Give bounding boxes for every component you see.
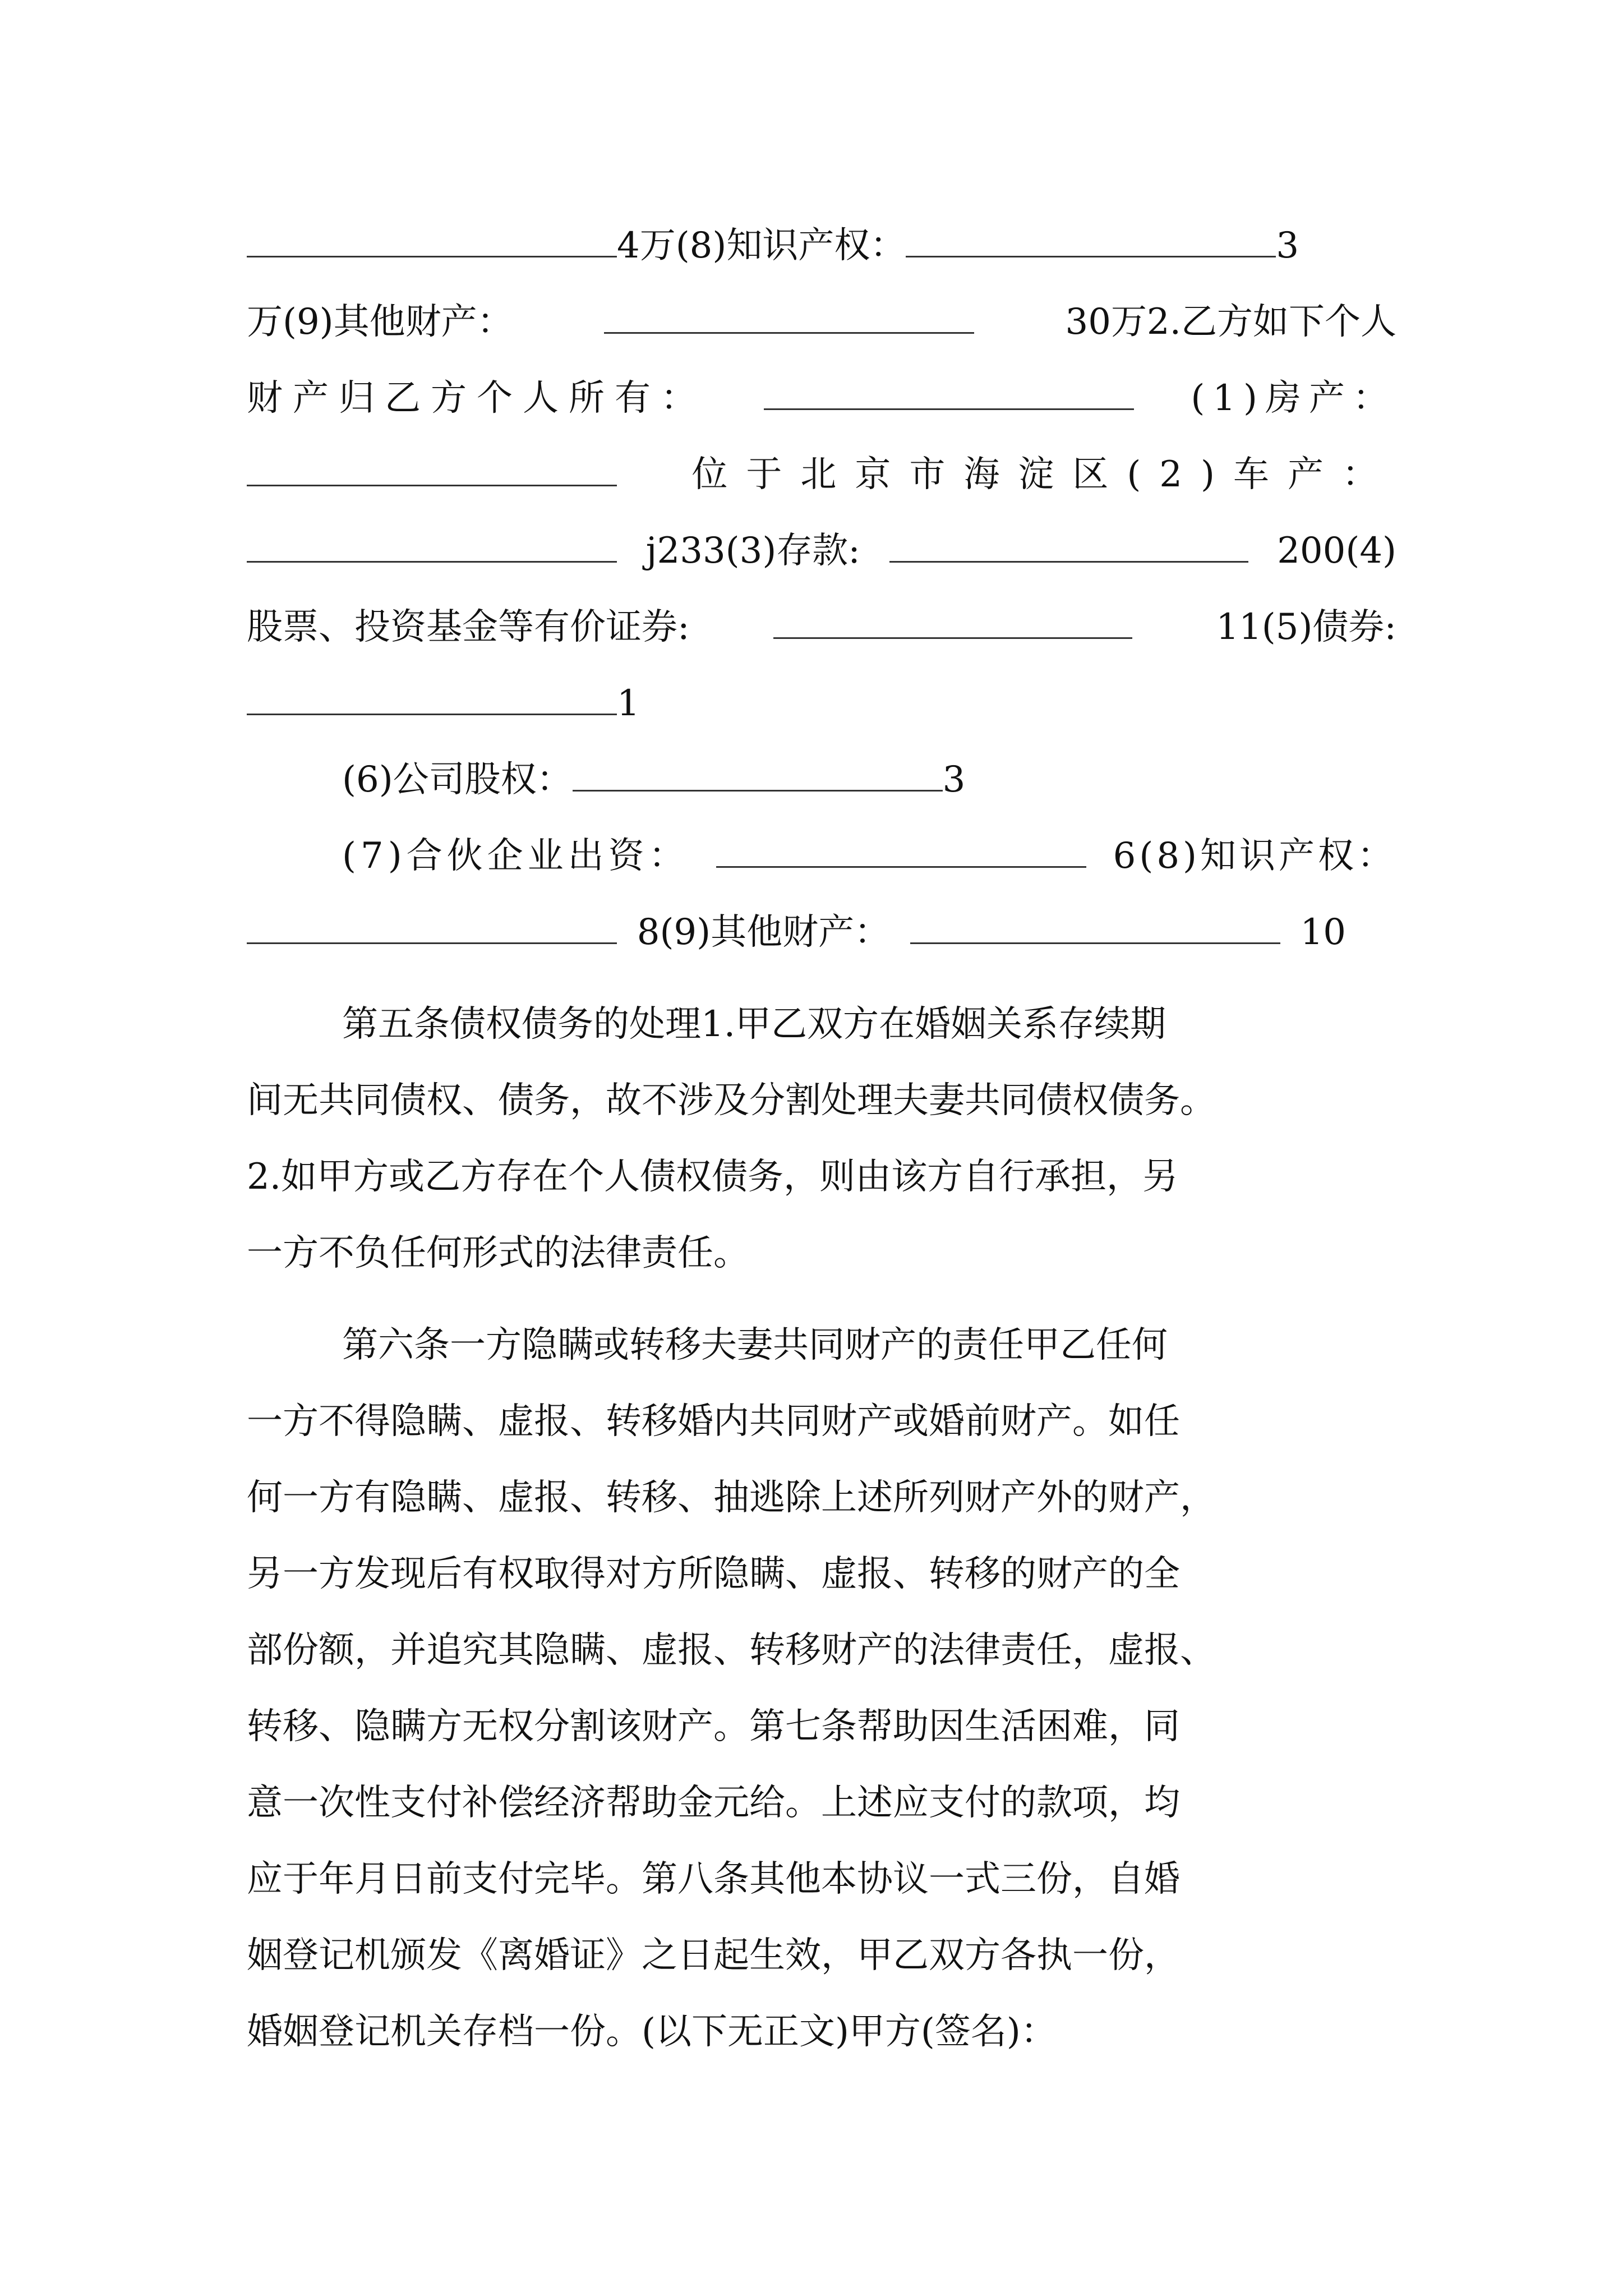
line-text: 股票、投资基金等有价证券: bbox=[247, 606, 690, 648]
line-text: 万(9)其他财产： bbox=[247, 301, 513, 343]
paragraph-line: 婚姻登记机关存档一份。(以下无正文)甲方(签名)： bbox=[247, 2011, 1057, 2053]
paragraph-line: 一方不负任何形式的法律责任。 bbox=[247, 1232, 749, 1274]
line-text: (7)合伙企业出资： bbox=[342, 835, 689, 877]
fill-blank bbox=[764, 369, 1134, 410]
line-text: 11(5)债券: bbox=[1216, 606, 1396, 648]
fill-blank bbox=[889, 522, 1248, 563]
paragraph-line: 意一次性支付补偿经济帮助金元给。上述应支付的款项，均 bbox=[247, 1782, 1180, 1824]
property-line-10 bbox=[247, 894, 1346, 970]
paragraph-gap bbox=[247, 1291, 1396, 1307]
property-line-3 bbox=[247, 360, 1396, 436]
fill-blank bbox=[247, 522, 617, 563]
paragraph-line: 第五条债权债务的处理1.甲乙双方在婚姻关系存续期 bbox=[342, 1004, 1166, 1045]
paragraph-line: 应于年月日前支付完毕。第八条其他本协议一式三份，自婚 bbox=[247, 1858, 1180, 1900]
property-line-2 bbox=[247, 284, 1396, 360]
property-line-5 bbox=[247, 513, 1396, 589]
paragraph-line: 转移、隐瞒方无权分割该财产。第七条帮助因生活困难，同 bbox=[247, 1706, 1180, 1747]
paragraph-line: 另一方发现后有权取得对方所隐瞒、虚报、转移的财产的全 bbox=[247, 1553, 1180, 1595]
line-text: j233(3)存款: bbox=[645, 530, 860, 572]
property-line-8 bbox=[247, 742, 1396, 818]
line-text: 1 bbox=[617, 683, 640, 724]
property-line-9 bbox=[247, 818, 1396, 894]
paragraph-line: 何一方有隐瞒、虚报、转移、抽逃除上述所列财产外的财产， bbox=[247, 1477, 1216, 1519]
line-text: 4万(8)知识产权： bbox=[617, 225, 906, 266]
fill-blank bbox=[573, 751, 943, 792]
paragraph-line: 间无共同债权、债务，故不涉及分割处理夫妻共同债权债务。 bbox=[247, 1080, 1216, 1121]
property-line-1 bbox=[247, 208, 1396, 284]
document-page bbox=[247, 208, 1396, 2070]
line-text: 财产归乙方个人所有： bbox=[247, 378, 707, 419]
fill-blank bbox=[906, 217, 1276, 257]
fill-blank bbox=[773, 598, 1132, 639]
fill-blank bbox=[604, 293, 974, 334]
article-5-paragraph bbox=[247, 986, 1396, 1291]
line-text: 6(8)知识产权： bbox=[1113, 835, 1396, 877]
line-text: 位于北京市海淀区(2)车产： bbox=[691, 454, 1396, 495]
paragraph-line: 姻登记机颁发《离婚证》之日起生效，甲乙双方各执一份， bbox=[247, 1935, 1180, 1976]
property-line-7 bbox=[247, 665, 1396, 742]
line-text: 3 bbox=[1276, 225, 1299, 266]
fill-blank bbox=[716, 827, 1086, 868]
fill-blank bbox=[247, 674, 617, 715]
line-text: (6)公司股权： bbox=[342, 759, 573, 800]
fill-blank bbox=[247, 903, 617, 944]
line-text: 200(4) bbox=[1277, 530, 1396, 572]
paragraph-line: 第六条一方隐瞒或转移夫妻共同财产的责任甲乙任何 bbox=[342, 1324, 1168, 1366]
line-text: 30万2.乙方如下个人 bbox=[1065, 301, 1396, 343]
fill-blank bbox=[247, 217, 617, 257]
property-line-6 bbox=[247, 589, 1396, 665]
paragraph-gap bbox=[247, 970, 1396, 986]
fill-blank bbox=[910, 903, 1280, 944]
paragraph-line: 2.如甲方或乙方存在个人债权债务，则由该方自行承担，另 bbox=[247, 1156, 1179, 1198]
line-text: 10 bbox=[1300, 912, 1346, 953]
property-line-4 bbox=[247, 436, 1396, 513]
paragraph-line: 部份额，并追究其隐瞒、虚报、转移财产的法律责任，虚报、 bbox=[247, 1630, 1216, 1671]
fill-blank bbox=[247, 445, 617, 486]
paragraph-line: 一方不得隐瞒、虚报、转移婚内共同财产或婚前财产。如任 bbox=[247, 1401, 1180, 1442]
line-text: (1)房产： bbox=[1191, 378, 1396, 419]
line-text: 3 bbox=[942, 759, 966, 800]
line-text: 8(9)其他财产： bbox=[637, 912, 891, 953]
article-6-paragraph bbox=[247, 1307, 1396, 2070]
